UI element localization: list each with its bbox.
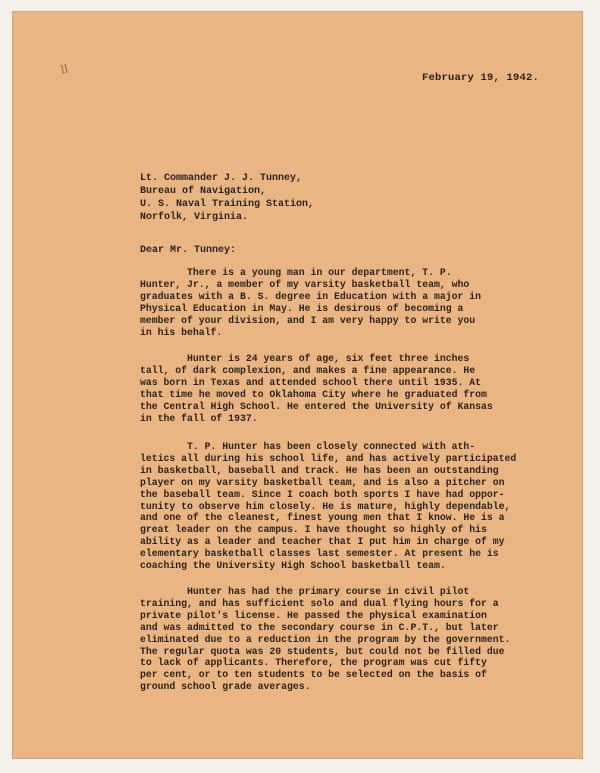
text-line: There is a young man in our department, T. P. [140, 267, 452, 278]
handwritten-mark: ll [59, 62, 70, 77]
text-line: training, and has sufficient solo and dual flying hours for a [140, 597, 499, 609]
letter-page [12, 11, 583, 759]
text-line: that time he moved to Oklahoma City where he graduated from [140, 388, 487, 400]
text-line: in his behalf. [140, 326, 223, 338]
text-line: great leader on the campus. I have thought so highly of his [140, 524, 487, 536]
text-line: Hunter has had the primary course in civil pilot [140, 586, 470, 597]
text-line: to lack of applicants. Therefore, the program was cut fifty [140, 657, 487, 669]
text-line: eliminated due to a reduction in the program by the government. [140, 633, 511, 645]
text-line: and was admitted to the secondary course in C.P.T., but later [140, 621, 499, 633]
text-line: letics all during his school life, and has actively participated [140, 452, 517, 464]
recipient-line: U. S. Naval Training Station, [140, 199, 315, 210]
text-line: per cent, or to ten students to be selected on the basis of [140, 669, 487, 681]
text-line: was born in Texas and attended school there until 1935. At [140, 376, 481, 388]
text-line: Hunter is 24 years of age, six feet three inches [140, 353, 470, 364]
text-line: T. P. Hunter has been closely connected with ath- [140, 441, 476, 452]
text-line: and one of the cleanest, finest young men that I know. He is a [140, 512, 505, 524]
letter-date: February 19, 1942. [422, 72, 540, 84]
text-line: coaching the University High School basketball team. [140, 560, 446, 572]
paragraph-athletics [140, 441, 580, 572]
text-line: in the fall of 1937. [140, 412, 258, 424]
paragraph-background [140, 353, 580, 424]
text-line: private pilot's license. He passed the physical examination [140, 609, 487, 621]
paragraph-introduction [140, 267, 580, 338]
salutation: Dear Mr. Tunney: [140, 245, 237, 256]
text-line: ground school grade averages. [140, 681, 311, 693]
text-line: elementary basketball classes last semester. At present he is [140, 548, 499, 560]
paragraph-pilot-training [140, 586, 580, 693]
text-line: tunity to observe him closely. He is mature, highly dependable, [140, 500, 511, 512]
text-line: player on my varsity basketball team, and is also a pitcher on [140, 476, 505, 488]
text-line: graduates with a B. S. degree in Education with a major in [140, 290, 481, 302]
text-line: Hunter, Jr., a member of my varsity basketball team, who [140, 278, 470, 290]
text-line: The regular quota was 20 students, but could not be filled due [140, 645, 505, 657]
recipient-line: Lt. Commander J. J. Tunney, [140, 173, 303, 184]
text-line: the baseball team. Since I coach both sports I have had oppor- [140, 488, 505, 500]
recipient-address [140, 172, 314, 224]
text-line: the Central High School. He entered the University of Kansas [140, 400, 493, 412]
recipient-line: Bureau of Navigation, [140, 186, 267, 197]
text-line: Physical Education in May. He is desirous of becoming a [140, 302, 464, 314]
recipient-line: Norfolk, Virginia. [140, 212, 249, 223]
text-line: tall, of dark complexion, and makes a fine appearance. He [140, 364, 476, 376]
text-line: member of your division, and I am very happy to write you [140, 314, 476, 326]
text-line: ability as a leader and teacher that I put him in charge of my [140, 536, 505, 548]
text-line: in basketball, baseball and track. He has been an outstanding [140, 464, 499, 476]
